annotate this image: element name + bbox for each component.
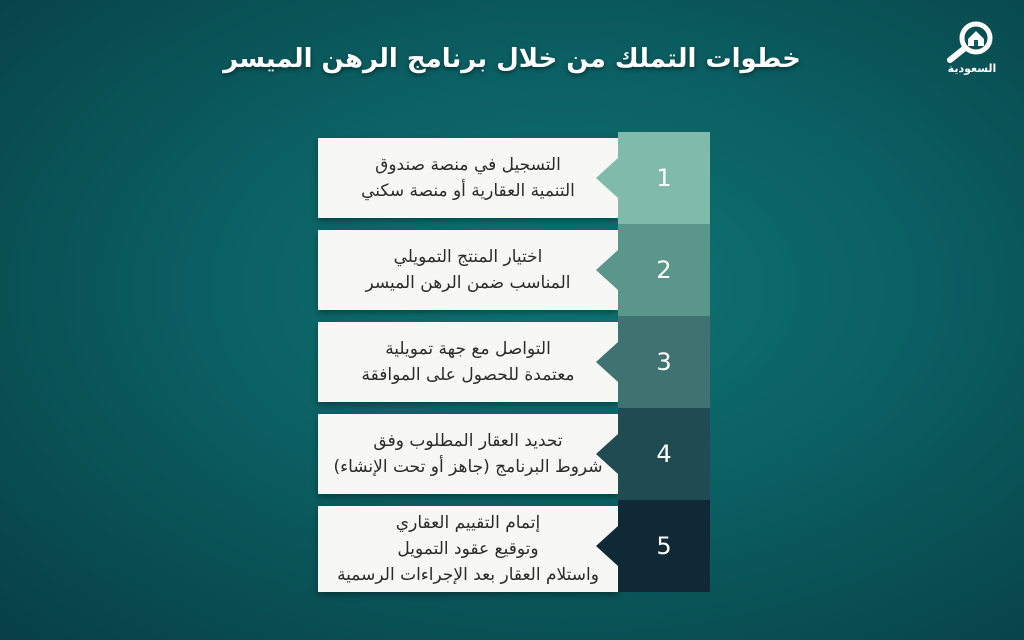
step-text-line: شروط البرنامج (جاهز أو تحت الإنشاء): [333, 457, 603, 477]
step-number-box: [618, 500, 710, 592]
brand-logo: [940, 20, 1004, 82]
step-card: [318, 322, 618, 402]
step-card: [318, 138, 618, 218]
step-number-box: [618, 408, 710, 500]
step-card: [318, 506, 618, 592]
step-number: 5: [656, 532, 672, 560]
step-number: 1: [656, 164, 672, 192]
step-text-line: اختيار المنتج التمويلي: [393, 247, 543, 267]
page-title: خطوات التملك من خلال برنامج الرهن الميسر: [223, 44, 801, 74]
pointer-arrow: [596, 250, 618, 290]
step-number-box: [618, 316, 710, 408]
step-number: 4: [656, 440, 672, 468]
step-number: 2: [656, 256, 672, 284]
step-text-line: المناسب ضمن الرهن الميسر: [365, 273, 571, 293]
pointer-arrow: [596, 434, 618, 474]
step-card: [318, 230, 618, 310]
step-text-line: إتمام التقييم العقاري: [395, 513, 541, 533]
step-text-line: معتمدة للحصول على الموافقة: [361, 365, 575, 385]
pointer-arrow: [596, 342, 618, 382]
step-text-line: تحديد العقار المطلوب وفق: [373, 431, 563, 451]
step-text-line: التواصل مع جهة تمويلية: [385, 339, 551, 359]
step-text-line: التنمية العقارية أو منصة سكني: [361, 181, 575, 201]
step-card: [318, 414, 618, 494]
logo-text: السعودية: [947, 62, 997, 75]
step-text-line: التسجيل في منصة صندوق: [375, 155, 561, 175]
step-number: 3: [656, 348, 672, 376]
pointer-arrow: [596, 158, 618, 198]
magnifier-house-icon: [944, 20, 1000, 64]
step-text-line: واستلام العقار بعد الإجراءات الرسمية: [337, 565, 599, 585]
step-text-line: وتوقيع عقود التمويل: [397, 539, 539, 559]
pointer-arrow: [596, 526, 618, 566]
step-number-box: [618, 132, 710, 224]
step-number-box: [618, 224, 710, 316]
